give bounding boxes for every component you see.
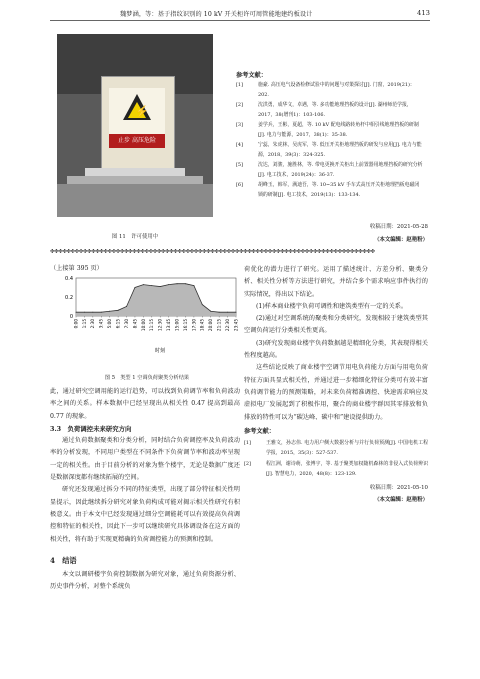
editor-note: （本文编辑：赵艳粉） (374, 237, 428, 243)
chart-y-tick-label: 0.2 (65, 294, 73, 301)
reference-item: [2] 沈洪勇，成华文，卓遇，等. 多功能地理挡板的设计[J]. 湖州师范学报，2017，38(增刊1)：103-106. (236, 102, 412, 118)
reference-item: [4] 宁蕊，朱虎林，吴虎军，等. 低压开关柜地理挡板的研发与应用[J]. 电力与能源，2018，39(3)：324-325. (236, 142, 422, 158)
chart-data-point (101, 312, 102, 313)
conclusion-3: (3)研究发现商业楼宇负荷数据越是精细化分类，其表现得相关性程度越高。 (244, 339, 428, 360)
chart-data-point (76, 312, 77, 313)
chart-x-tick-label: 22:30 (224, 319, 230, 332)
figure-5-caption: 图 5 类型 1 空调负荷聚类分析结果 (104, 375, 190, 381)
chart-data-point (177, 283, 178, 284)
chart-x-axis-label: 时刻 (154, 348, 166, 354)
figure-photo (57, 34, 213, 217)
chart-x-tick-label: 10:00 (140, 319, 146, 332)
reference-item: [5] 沈达，刘骏，施胜林，等. 带电更换开关柜出上前置器用地理挡板的研究分析[J]. 电工技术，2019(24)：36-37. (236, 162, 423, 178)
chart-data-point (92, 312, 93, 313)
continued-from-note: （上接第 395 页） (50, 265, 103, 272)
chart-x-tick-label: 12:30 (157, 319, 163, 332)
chart-data-point (193, 285, 194, 286)
chart-y-tick-label: 0.4 (65, 275, 73, 282)
chart-x-tick-label: 18:45 (199, 319, 205, 332)
header-rule (50, 20, 430, 21)
reference-item: [1] 施豪. 高压电气设备检修试验中的问题与对策探讨[J]. 门窗，2019(21)：202. (236, 82, 415, 98)
chart-data-point (118, 310, 119, 311)
chart-data-point (143, 284, 144, 285)
section-heading-3-3: 3.3 负荷调控未来研究方向 (50, 424, 132, 433)
paragraph: 荷优化的潜力进行了研究。运用了描述统计、方差分析、聚类分析、相关性分析等方法进行研究，并结合多个需求响应事件执行的实际情况，得出以下结论。 (244, 266, 428, 298)
chart-x-tick-label: 6:15 (115, 319, 121, 329)
warning-sign (109, 88, 165, 148)
section-heading-4: 4 结语 (50, 555, 77, 565)
received-date: 收稿日期：2021-05-28 (369, 224, 428, 230)
chart-data-point (160, 286, 161, 287)
reference-item: [6] 胡峰玉，韩军，满迪吾，等. 10~35 kV 手车式高压开关柜地理挡板电磁闭锁的研制[J]. 电工技术，2019(13)：133-134. (236, 182, 420, 198)
paragraph: 通过负荷数据聚类和分类分析，同时结合负荷调控率及负荷波动率的分析发现，不同用户类型在不同条件下负荷调节率和波动率呈现一定的相关性。由于目前分析的对象为整个楼宇，无论是数据广度还是数据深度都有继续拓展的空间。 (50, 437, 240, 482)
chart-data-point (84, 312, 85, 313)
chart-data-point (134, 287, 135, 288)
chart-x-tick-label: 3:45 (98, 319, 104, 329)
references-list (236, 80, 424, 200)
reference-item: [3] 姜学兵，王彬，夏超，等. 10 kV 配电线路转角杆中相引线地理挡板的研制[J]. 电力与能源，2017，38(1)：35-38. (236, 122, 419, 138)
references-list-2 (244, 438, 428, 479)
lightning-bolt-icon: ⚡ (135, 105, 149, 118)
chart-x-tick-label: 13:45 (166, 319, 172, 332)
chart-x-tick-label: 16:15 (182, 319, 188, 332)
chart-x-tick-label: 15:00 (174, 319, 180, 332)
chart-x-tick-label: 21:15 (216, 319, 222, 332)
reference-item: [1] 王雅文，孙志伟. 电力用户侧大数据分析与并行负荷预测[J]. 中国电机工程学报，2015，35(3)：527-537. (244, 440, 428, 457)
chart-data-point (126, 306, 127, 307)
paragraph: 这些结论反映了商业楼宇空调节用电负荷能力方面与用电负荷特征方面具显式相关性，并通过进一步精细化特征分类可有效丰富负荷调节能力的预测策略，对未来负荷精准调控、快速需求响应及虚拟电厂发展起到了积极作用，聚合的商业楼宇群因其零排放和负排放的特性可以为“碳达峰、碳中和”建设提供助力。 (244, 364, 428, 421)
left-column (50, 386, 240, 594)
chart-x-tick-label: 20:00 (208, 319, 214, 332)
chart-x-tick-label: 7:30 (123, 319, 129, 329)
chart-x-tick-label: 11:15 (149, 319, 155, 332)
reference-item: [2] 程江洲，谢诗萌，张博宇，等. 基于聚类加权随机森林的非侵入式负荷辨识[J]. 智慧电力，2020，48(8)：123-129. (244, 460, 428, 477)
chart-x-tick-label: 23:45 (233, 319, 239, 332)
chart-data-point (168, 284, 169, 285)
chart-x-tick-label: 1:15 (81, 319, 87, 329)
right-column (244, 264, 428, 507)
chart-data-point (151, 285, 152, 286)
chart-data-point (227, 312, 228, 313)
chart-data-point (202, 304, 203, 305)
chart-data-point (109, 311, 110, 312)
paragraph: 此，通过研究空调用能的运行趋势，可以找到负荷调节率和负荷波动率之间的关系。样本数据中已经呈现出从相关性 0.47 提高到最高 0.77 的现象。 (50, 388, 240, 420)
warning-sign-text: 止步 高压危险 (109, 134, 165, 148)
figure-11-caption: 图 11 许可使用中 (111, 234, 159, 240)
paragraph: 本文以调研楼宇负荷控制数据为研究对象，通过负荷资源分析、历史事件分析，对整个系统负 (50, 571, 240, 591)
editor-note-2: （本文编辑：赵艳粉） (374, 497, 428, 504)
load-cluster-chart (50, 274, 240, 354)
chart-x-tick-label: 5:00 (107, 319, 113, 329)
conclusion-1: (1)样本商业楼宇负荷可调性和建筑类型有一定的关系。 (256, 302, 408, 310)
article-separator: ✤✤✤✤✤✤✤✤✤✤✤✤✤✤✤✤✤✤✤✤✤✤✤✤✤✤✤✤✤✤✤✤✤✤✤✤✤✤✤✤✤✤✤✤✤✤✤✤✤✤✤✤✤✤✤✤✤✤✤✤✤✤✤✤✤✤✤✤✤✤✤✤✤✤✤✤✤✤✤ (50, 249, 375, 255)
chart-x-tick-label: 0:00 (73, 319, 79, 329)
chart-data-point (185, 283, 186, 284)
chart-y-tick-label: 0 (69, 313, 73, 320)
received-date-2: 收稿日期：2021-05-10 (369, 484, 428, 491)
running-header-title: 魏梦涵，等：基于指纹识别的 10 kV 开关柜许可周管能地建约板设计 (120, 11, 313, 18)
references-title-2: 参考文献： (244, 427, 275, 435)
chart-data-point (210, 311, 211, 312)
page-number: 413 (417, 9, 430, 17)
chart-data-point (219, 312, 220, 313)
conclusion-2: (2)通过对空调系统的聚类和分类研究，发现相较于建筑类型其空调负荷运行分类相关性更高。 (244, 315, 428, 335)
paragraph: 研究还发现通过拆分不同的特征类型，出现了部分特征相关性明显提示，因此继续拆分研究对象负荷构成可能对揭示相关性研究有积极意义。由于本文中已经发现通过细分空调能耗可以有效提高负荷调控和特征的相关性，因此下一步可以继续研究具体调设备在这方面的相关性，将有助于实现更精确的负荷调控能力的预测和控制。 (50, 486, 240, 543)
chart-x-tick-label: 2:30 (90, 319, 96, 329)
chart-x-tick-label: 17:30 (191, 319, 197, 332)
chart-x-tick-label: 8:45 (132, 319, 138, 329)
references-title: 参考文献： (236, 72, 267, 79)
chart-data-point (236, 312, 237, 313)
